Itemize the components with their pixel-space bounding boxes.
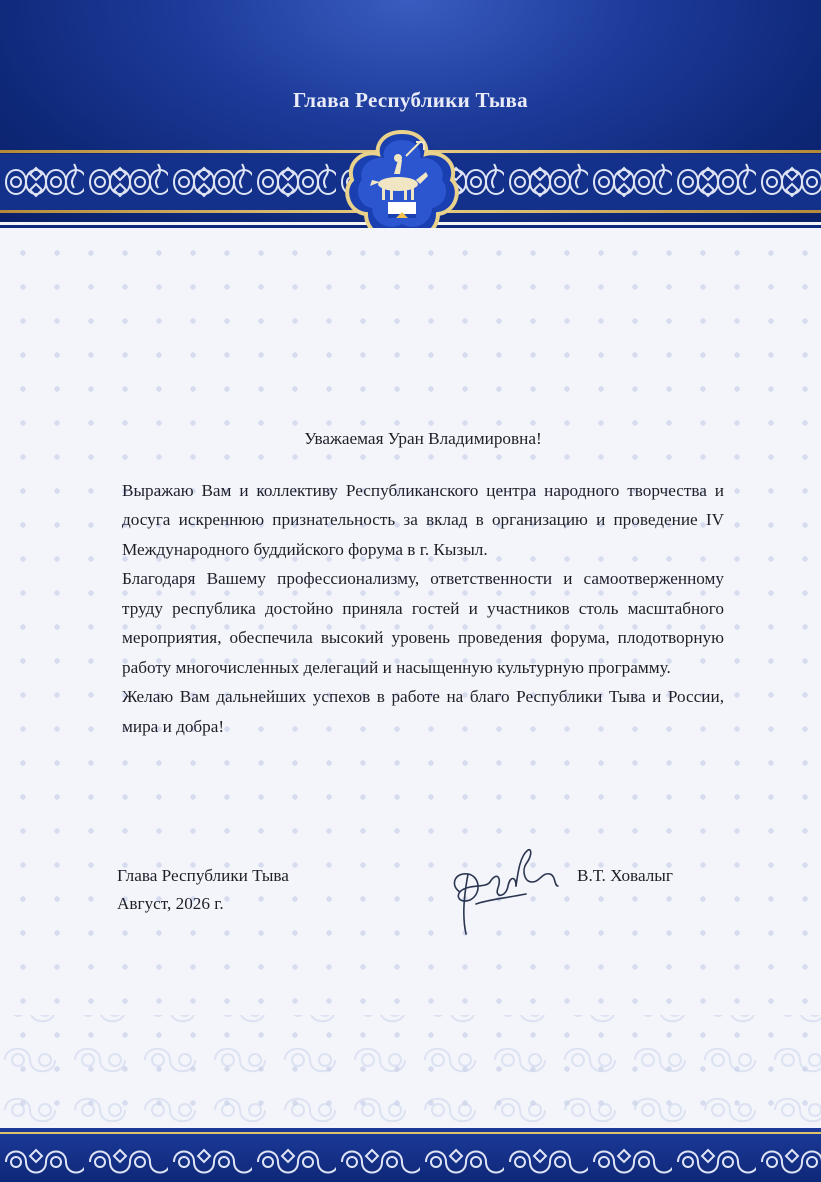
- bottom-white-rule: [0, 1122, 821, 1125]
- signatory-block: [117, 862, 289, 918]
- paragraph-2: Благодаря Вашему профессионализму, ответственности и самоотверженному труду республика достойно приняла гостей и участников столь масштабного мероприятия, обеспечила высокий уровень проведения форума, плодотворную работу многочисленных делегаций и насыщенную культурную программу.: [122, 569, 724, 677]
- paragraph-1: Выражаю Вам и коллективу Республиканского центра народного творчества и досуга искреннюю признательность за вклад в организацию и проведение IV Международного буддийского форума в г. Кызыл.: [122, 480, 724, 559]
- signatory-name-block: [577, 862, 673, 890]
- bottom-paper-ornament: [0, 985, 821, 1125]
- signatory-name: В.Т. Ховалыг: [577, 866, 673, 885]
- signatory-title: Глава Республики Тыва: [117, 866, 289, 885]
- salutation: Уважаемая Уран Владимировна!: [304, 429, 542, 448]
- footer-band: [0, 1128, 821, 1182]
- letter-date: Август, 2026 г.: [117, 894, 224, 913]
- letter-body: [122, 424, 724, 741]
- paragraph-3: Желаю Вам дальнейших успехов в работе на благо Республики Тыва и России, мира и добра!: [122, 687, 724, 736]
- handwritten-signature: [446, 842, 562, 946]
- header-title: Глава Республики Тыва: [293, 88, 528, 112]
